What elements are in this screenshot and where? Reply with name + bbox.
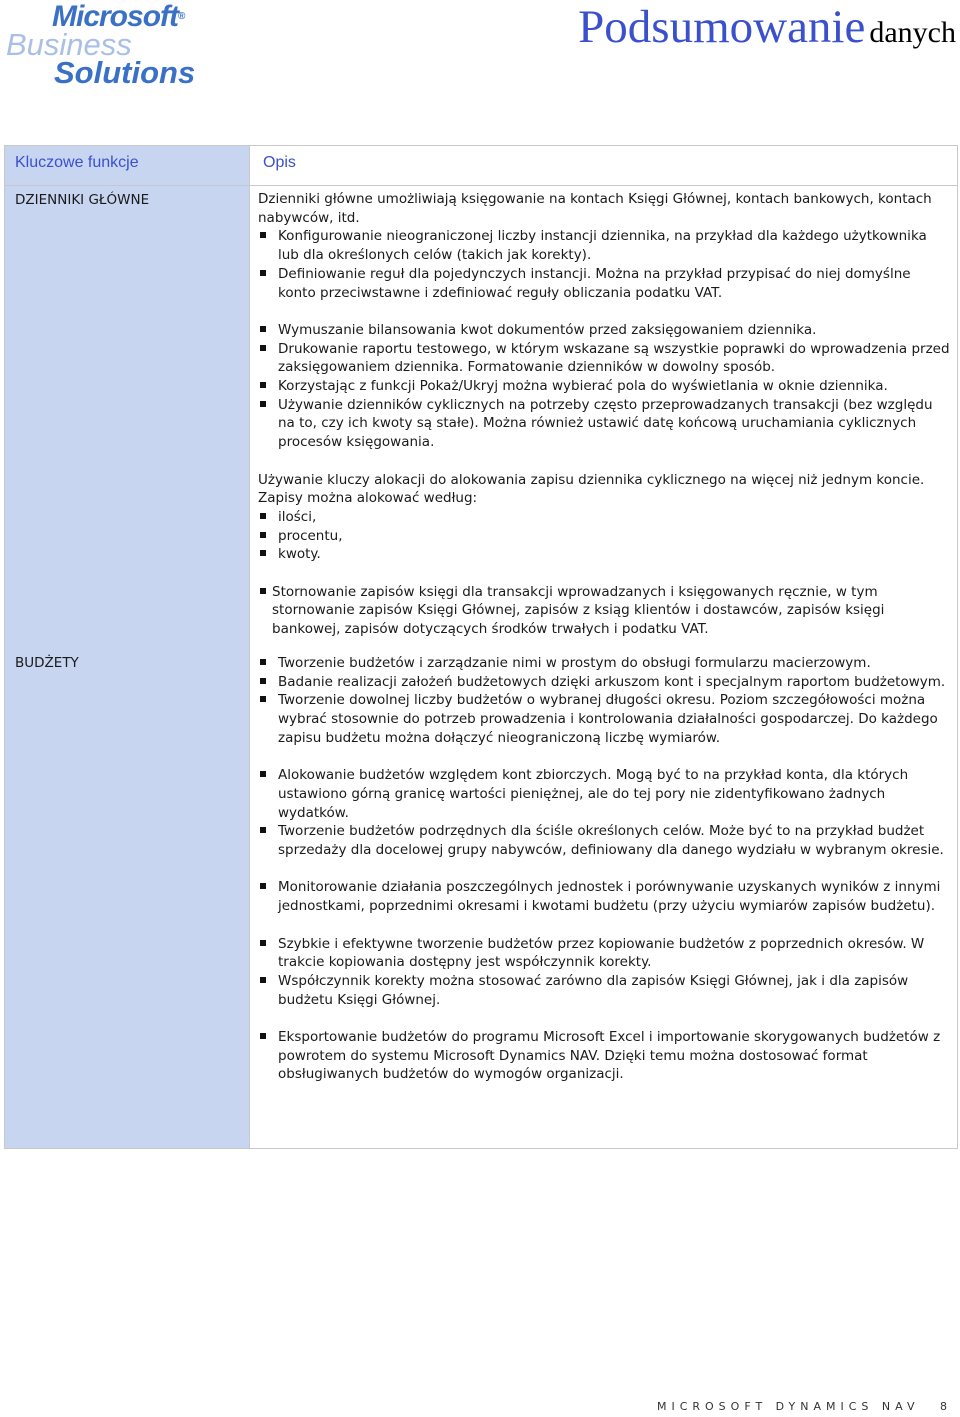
budgets-group-4 [258, 935, 950, 1010]
features-column [5, 146, 250, 1148]
journals-bullets-b [258, 321, 950, 452]
budgets-group-1 [258, 654, 950, 748]
journals-reversal-list [258, 583, 950, 639]
journals-intro: Dzienniki główne umożliwiają księgowanie na kontach Księgi Głównej, kontach bankowych, kontach nabywców, itd. [258, 191, 932, 226]
budgets-group-3 [258, 878, 950, 915]
list-item: Współczynnik korekty można stosować zarówno dla zapisów Księgi Głównej, jak i dla zapisów budżetu Księgi Głównej. [258, 972, 950, 1009]
list-item: ilości, [258, 508, 950, 527]
header-cell-desc [250, 146, 957, 185]
journals-bullets-a [258, 227, 950, 302]
list-item: Tworzenie dowolnej liczby budżetów o wybranej długości okresu. Poziom szczegółowości można wybrać stosownie do potrzeb prowadzenia i kontrolowania działalności gospodarczej. Do każdego zapisu budżetu można dołączyć nieograniczoną liczbę wymiarów. [258, 691, 950, 747]
list-item: Tworzenie budżetów i zarządzanie nimi w prostym do obsługi formularzu macierzowym. [258, 654, 950, 673]
list-item: Stornowanie zapisów księgi dla transakcji wprowadzanych i księgowanych ręcznie, w tym stornowanie zapisów Księgi Głównej, zapisów z ksiąg klientów i dostawców, zapisów księgi bankowej, zapisów dotyczących środków trwałych i podatku VAT. [258, 583, 950, 639]
page-title-sub: danych [869, 16, 956, 49]
journals-allocation-text: Używanie kluczy alokacji do alokowania zapisu dziennika cyklicznego na więcej niż jednym koncie. Zapisy można alokować według: [258, 471, 925, 507]
footer-page-number: 8 [940, 1400, 952, 1413]
page-title-main: Podsumowanie [578, 1, 866, 53]
feature-budgets: BUDŻETY [15, 655, 79, 671]
list-item: Badanie realizacji założeń budżetowych dzięki arkuszom kont i specjalnym raportom budżetowym. [258, 673, 950, 692]
budgets-group-2 [258, 766, 950, 860]
logo-line-solutions: Solutions [54, 55, 196, 90]
list-item: Szybkie i efektywne tworzenie budżetów przez kopiowanie budżetów z poprzednich okresów. W trakcie kopiowania dostępny jest współczynnik korekty. [258, 935, 950, 972]
budgets-group-5 [258, 1028, 950, 1084]
logo-line-microsoft: Microsoft® [52, 0, 185, 33]
list-item: Monitorowanie działania poszczególnych jednostek i porównywanie uzyskanych wyników z innymi jednostkami, poprzednimi okresami i kwotami budżetu (przy użyciu wymiarów zapisów budżetu). [258, 878, 950, 915]
list-item: Używanie dzienników cyklicznych na potrzeby często przeprowadzanych transakcji (bez względu na to, czy ich kwoty są stałe). Można również ustawić datę końcową uruchamiania cyklicznych procesów księgowania. [258, 396, 950, 452]
list-item: procentu, [258, 527, 950, 546]
list-item: Tworzenie budżetów podrzędnych dla ściśle określonych celów. Może być to na przykład budżet sprzedaży dla docelowej grupy nabywców, definiowany dla danego wydziału w wybranym okresie. [258, 822, 950, 859]
row-general-journals-desc [258, 190, 950, 639]
list-item: Definiowanie reguł dla pojedynczych instancji. Można na przykład przypisać do niej domyślne konto przeciwstawne i zdefiniować reguły obliczania podatku VAT. [258, 265, 950, 302]
footer-product: MICROSOFT DYNAMICS NAV [656, 1400, 920, 1413]
header-desc-label: Opis [263, 154, 296, 171]
list-item: Alokowanie budżetów względem kont zbiorczych. Mogą być to na przykład konta, dla których ustawiono górną granicę wartości pieniężnej, ale do tej pory nie zidentyfikowano żadnych wydatków. [258, 766, 950, 822]
row-budgets-desc [258, 654, 950, 1084]
table-header-row [5, 146, 957, 186]
list-item: Konfigurowanie nieograniczonej liczby instancji dziennika, na przykład dla każdego użytkownika lub dla określonych celów (takich jak korekty). [258, 227, 950, 264]
feature-general-journals: DZIENNIKI GŁÓWNE [15, 192, 150, 208]
page-title [578, 0, 956, 54]
list-item: kwoty. [258, 545, 950, 564]
list-item: Korzystając z funkcji Pokaż/Ukryj można wybierać pola do wyświetlania w oknie dziennika. [258, 377, 950, 396]
microsoft-business-solutions-logo [6, 2, 236, 92]
header-key-label: Kluczowe funkcje [15, 154, 139, 171]
header-cell-key [5, 146, 250, 185]
page-footer [657, 1400, 952, 1413]
list-item: Wymuszanie bilansowania kwot dokumentów przed zaksięgowaniem dziennika. [258, 321, 950, 340]
journals-allocation-list [258, 508, 950, 564]
list-item: Drukowanie raportu testowego, w którym wskazane są wszystkie poprawki do wprowadzenia przed zaksięgowaniem dziennika. Formatowanie dzienników w dowolny sposób. [258, 340, 950, 377]
logo-line-business: Business [6, 27, 132, 62]
list-item: Eksportowanie budżetów do programu Microsoft Excel i importowanie skorygowanych budżetów z powrotem do systemu Microsoft Dynamics NAV. Dzięki temu można dostosować format obsługiwanych budżetów do wymogów organizacji. [258, 1028, 950, 1084]
